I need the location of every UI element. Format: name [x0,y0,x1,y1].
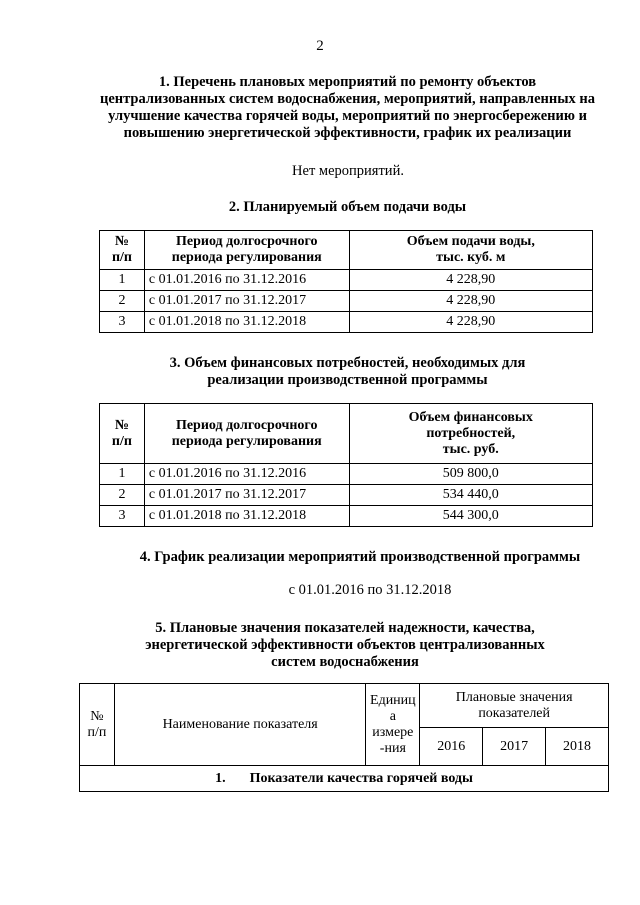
header-text: п/п [111,250,132,265]
table-row [100,270,593,291]
col-period-header [144,404,349,464]
header-text: показателей [478,705,551,721]
row-num: 3 [100,312,145,333]
section1-heading-line: улучшение качества горячей воды, мероприятий по энергосбережению и [108,108,587,124]
table-row [100,291,593,312]
header-text: п/п [87,724,107,740]
row-value: 4 228,90 [349,291,592,312]
row-num: 2 [100,485,145,506]
finance-table [99,403,593,527]
col-year-header: 2018 [546,728,609,766]
group-row [80,766,609,792]
water-volume-table [99,230,593,333]
header-text: п/п [111,433,132,449]
row-value: 534 440,0 [349,485,592,506]
header-text: периода регулирования [171,433,322,449]
col-period-header [144,231,349,270]
col-year-header: 2017 [483,728,546,766]
section1-note: Нет мероприятий. [292,163,404,179]
section1-heading-line: повышению энергетической эффективности, график их реализации [123,125,572,141]
group-row-title: Показатели качества горячей воды [249,770,473,786]
section5-heading [50,620,640,671]
col-year-header: 2016 [420,728,483,766]
row-value: 509 800,0 [349,464,592,485]
section4-period: с 01.01.2016 по 31.12.2018 [288,582,452,598]
row-value: 544 300,0 [349,506,592,527]
col-volume-header [349,231,592,270]
row-period: с 01.01.2018 по 31.12.2018 [144,506,349,527]
header-text: периода регулирования [171,250,322,265]
table-header-row [80,684,609,728]
row-value: 4 228,90 [349,270,592,291]
group-row-cell [80,766,609,792]
header-text: Объем финансовых [408,409,533,425]
header-text: а [389,708,396,724]
header-text: Период долгосрочного [175,234,318,249]
section1-heading-line: 1. Перечень плановых мероприятий по ремонту объектов [158,74,537,90]
section2-heading: 2. Планируемый объем подачи воды [228,199,467,215]
table-row [100,312,593,333]
header-text: -ния [379,740,406,756]
header-text: потребностей, [426,425,516,441]
col-num-header [80,684,115,766]
row-num: 1 [100,464,145,485]
row-num: 3 [100,506,145,527]
col-num-header [100,404,145,464]
header-text: Единиц [370,692,416,708]
section1-heading-line: централизованных систем водоснабжения, мероприятий, направленных на [99,91,596,107]
header-text: Плановые значения [455,689,573,705]
col-unit-header [366,684,420,766]
section3-heading-line: 3. Объем финансовых потребностей, необходимых для [169,355,526,371]
header-text: тыс. руб. [442,441,499,457]
table-row [100,464,593,485]
row-value: 4 228,90 [349,312,592,333]
header-text: № [114,234,129,249]
section5-heading-line: энергетической эффективности объектов централизованных [145,637,545,653]
header-text: № [114,417,129,433]
col-finance-header [349,404,592,464]
header-text: тыс. куб. м [436,250,506,265]
header-text: Период долгосрочного [175,417,318,433]
group-row-num: 1. [215,770,226,786]
row-period: с 01.01.2017 по 31.12.2017 [144,485,349,506]
table-row [100,485,593,506]
col-planned-header [420,684,609,728]
header-text: Объем подачи воды, [406,234,535,249]
section1-heading [60,74,635,142]
row-period: с 01.01.2018 по 31.12.2018 [144,312,349,333]
section3-heading [60,355,635,389]
section5-heading-line: 5. Плановые значения показателей надежности, качества, [155,620,535,636]
col-name-header: Наименование показателя [114,684,365,766]
section5-heading-line: систем водоснабжения [271,654,419,670]
header-text: № [90,708,104,724]
table-header-row [100,404,593,464]
row-period: с 01.01.2016 по 31.12.2016 [144,464,349,485]
header-text: измере [372,724,414,740]
row-num: 1 [100,270,145,291]
indicators-table [79,683,609,792]
row-period: с 01.01.2016 по 31.12.2016 [144,270,349,291]
col-num-header [100,231,145,270]
row-period: с 01.01.2017 по 31.12.2017 [144,291,349,312]
table-header-row [100,231,593,270]
page-number: 2 [316,38,324,54]
section3-heading-line: реализации производственной программы [207,372,488,388]
table-row [100,506,593,527]
row-num: 2 [100,291,145,312]
section4-heading: 4. График реализации мероприятий производственной программы [139,549,581,565]
